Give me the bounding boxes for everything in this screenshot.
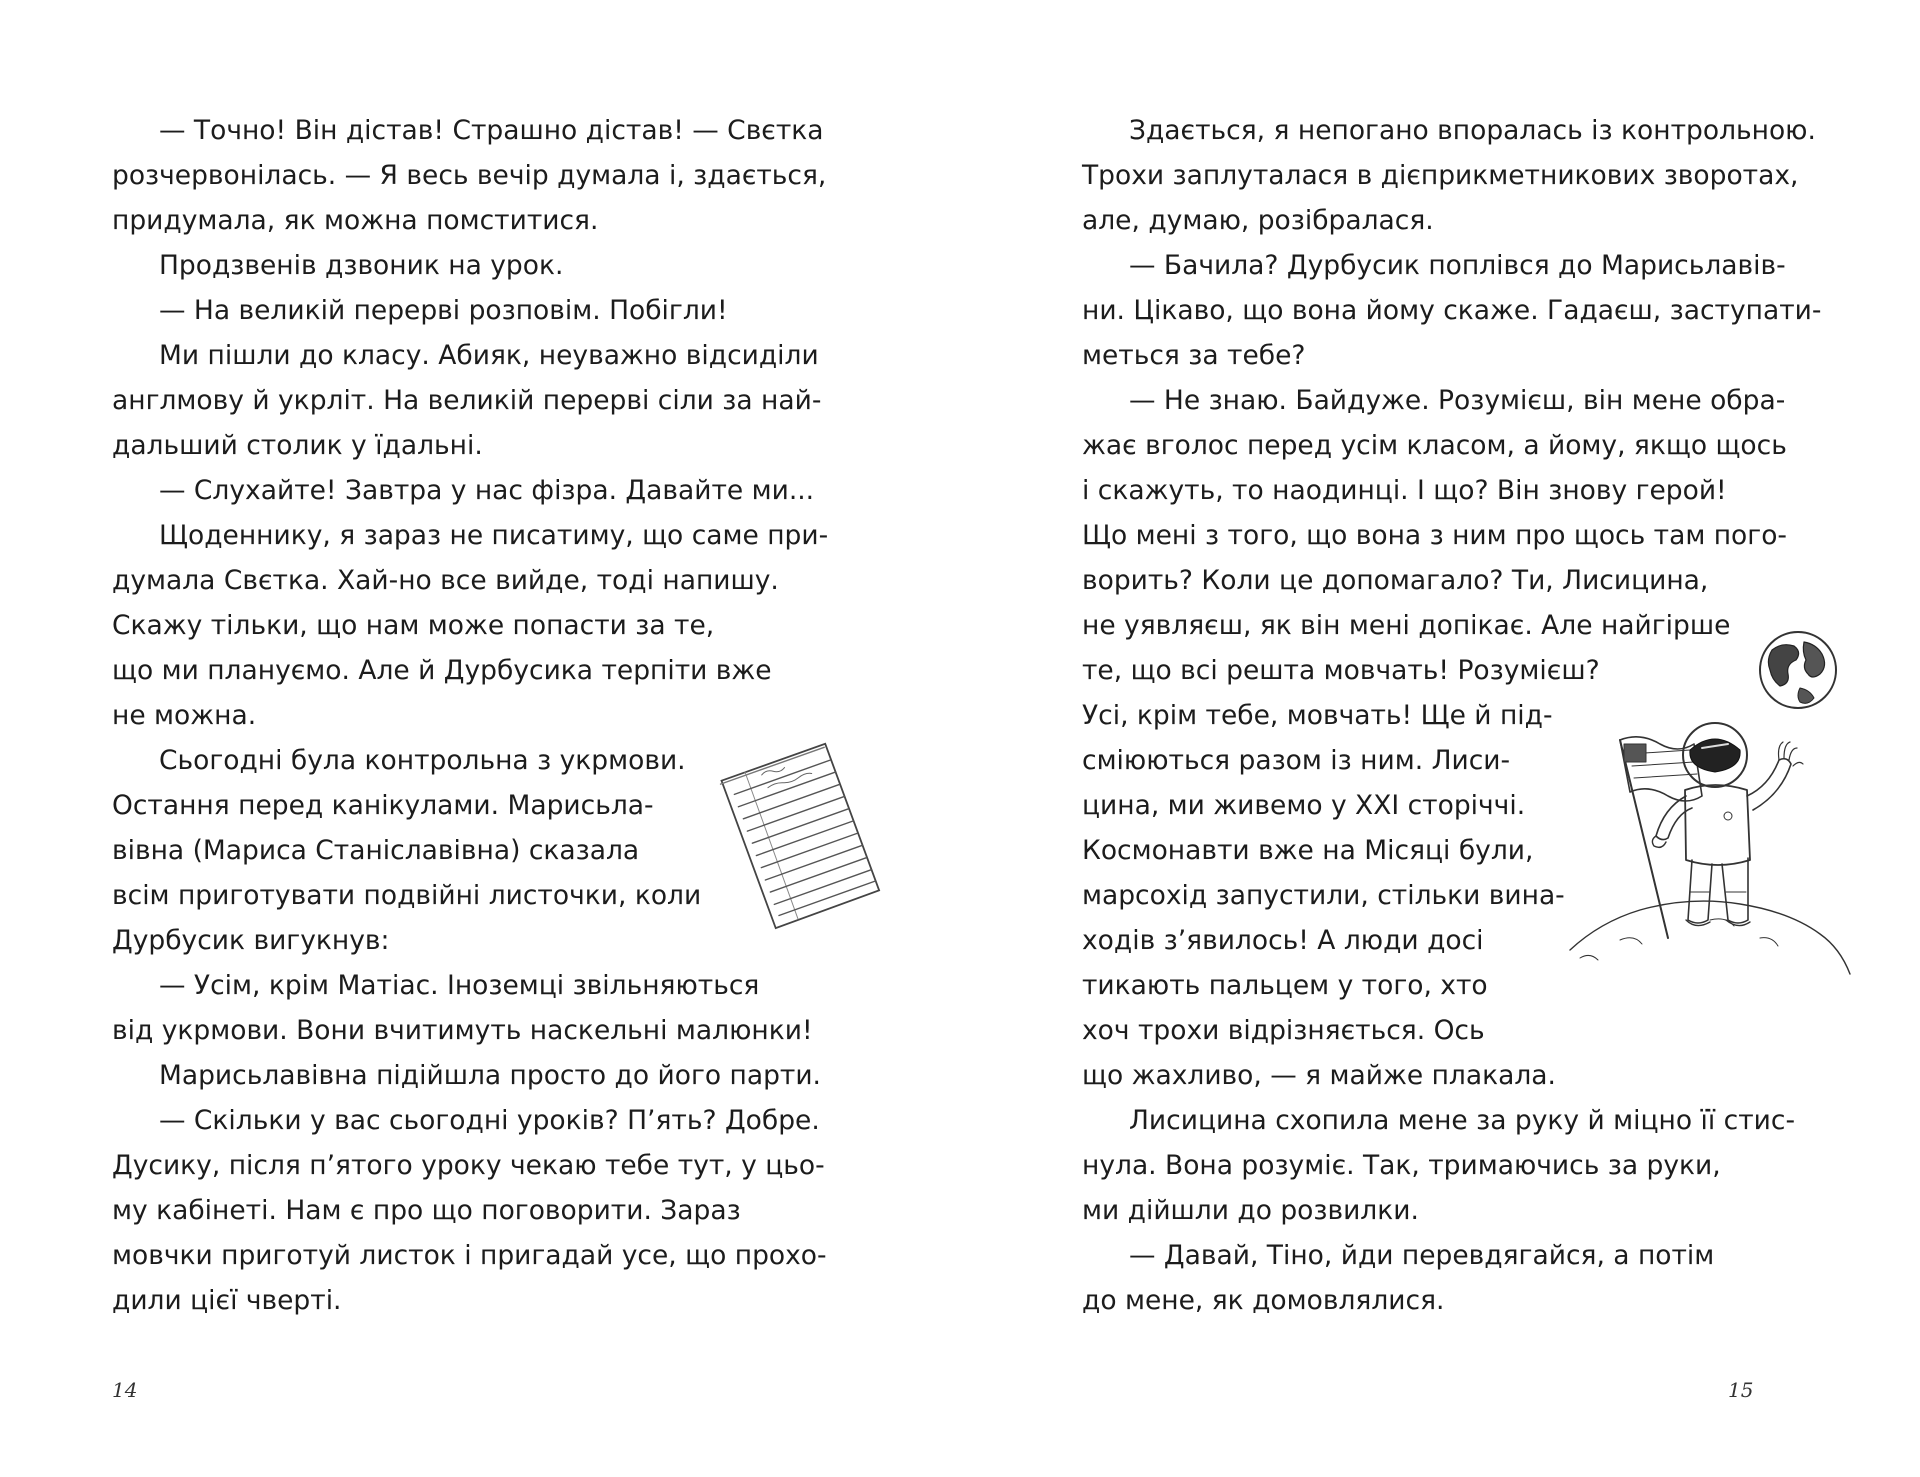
lined-paper-sheet-drawing [712, 735, 882, 935]
text-line: сміюються разом із ним. Лиси- [1082, 745, 1511, 776]
text-line: цина, ми живемо у XXI сторіччі. [1082, 790, 1526, 821]
text-line: мовчки приготуй листок і пригадай усе, що прохо- [112, 1240, 827, 1271]
text-line: — Усім, крім Матіас. Іноземці звільняються [159, 970, 760, 1001]
text-line: нула. Вона розуміє. Так, тримаючись за руки, [1082, 1150, 1721, 1181]
text-line: не можна. [112, 700, 257, 731]
text-line: ходів з’явилось! А люди досі [1082, 925, 1484, 956]
text-line: Остання перед канікулами. Марисьла- [112, 790, 654, 821]
text-line: марсохід запустили, стільки вина- [1082, 880, 1565, 911]
text-line: меться за тебе? [1082, 340, 1306, 371]
text-line: Дусику, після п’ятого уроку чекаю тебе тут, у цьо- [112, 1150, 825, 1181]
text-line: — Слухайте! Завтра у нас фізра. Давайте ми... [159, 475, 815, 506]
text-line: Марисьлавівна підійшла просто до його парти. [159, 1060, 821, 1091]
text-line: англмову й укрліт. На великій перерві сіли за най- [112, 385, 822, 416]
text-line: Космонавти вже на Місяці були, [1082, 835, 1534, 866]
text-line: — Давай, Тіно, йди перевдягайся, а потім [1129, 1240, 1715, 1271]
text-line: що жахливо, — я майже плакала. [1082, 1060, 1556, 1091]
text-line: Ми пішли до класу. Абияк, неуважно відсиділи [159, 340, 819, 371]
text-line: те, що всі решта мовчать! Розумієш? [1082, 655, 1600, 686]
text-line: до мене, як домовлялися. [1082, 1285, 1445, 1316]
text-line: Усі, крім тебе, мовчать! Ще й під- [1082, 700, 1553, 731]
text-line: — Бачила? Дурбусик поплівся до Марисьлавів- [1129, 250, 1786, 281]
text-line: — Скільки у вас сьогодні уроків? П’ять? Добре. [159, 1105, 820, 1136]
earth-icon [1760, 632, 1836, 708]
left-page-text [112, 108, 829, 1323]
text-line: думала Свєтка. Хай-но все вийде, тоді напишу. [112, 565, 779, 596]
text-line: ми дійшли до розвилки. [1082, 1195, 1419, 1226]
astronaut-drawing [1560, 620, 1860, 1000]
text-line: — Не знаю. Байдуже. Розумієш, він мене обра- [1129, 385, 1786, 416]
text-line: Трохи заплуталася в дієприкметникових зворотах, [1082, 160, 1799, 191]
text-line: жає вголос перед усім класом, а йому, якщо щось [1082, 430, 1787, 461]
text-line: хоч трохи відрізняється. Ось [1082, 1015, 1485, 1046]
text-line: розчервонілась. — Я весь вечір думала і, здається, [112, 160, 827, 191]
text-line: всім приготувати подвійні листочки, коли [112, 880, 702, 911]
text-line: вівна (Мариса Станіславівна) сказала [112, 835, 640, 866]
text-line: Щоденнику, я зараз не писатиму, що саме при- [159, 520, 829, 551]
text-line: що ми плануємо. Але й Дурбусика терпіти вже [112, 655, 772, 686]
text-line: від укрмови. Вони вчитимуть наскельні малюнки! [112, 1015, 813, 1046]
text-line: придумала, як можна помститися. [112, 205, 599, 236]
text-line: але, думаю, розібралася. [1082, 205, 1434, 236]
text-line: дальший столик у їдальні. [112, 430, 483, 461]
text-line: не уявляєш, як він мені допікає. Але найгірше [1082, 610, 1731, 641]
text-line: Продзвенів дзвоник на урок. [159, 250, 564, 281]
text-line: — Точно! Він дістав! Страшно дістав! — Свєтка [159, 115, 824, 146]
text-line: му кабінеті. Нам є про що поговорити. Зараз [112, 1195, 741, 1226]
text-line: Дурбусик вигукнув: [112, 925, 390, 956]
text-line: тикають пальцем у того, хто [1082, 970, 1488, 1001]
text-line: — На великій перерві розповім. Побігли! [159, 295, 728, 326]
page-number-right: 15 [1728, 1378, 1754, 1402]
text-line: Скажу тільки, що нам може попасти за те, [112, 610, 715, 641]
text-line: ворить? Коли це допомагало? Ти, Лисицина, [1082, 565, 1709, 596]
text-line: Що мені з того, що вона з ним про щось там пого- [1082, 520, 1787, 551]
text-line: і скажуть, то наодинці. І що? Він знову герой! [1082, 475, 1727, 506]
text-line: ни. Цікаво, що вона йому скаже. Гадаєш, заступати- [1082, 295, 1822, 326]
text-line: Сьогодні була контрольна з укрмови. [159, 745, 686, 776]
text-line: Здається, я непогано впоралась із контрольною. [1129, 115, 1816, 146]
text-line: дили цієї чверті. [112, 1285, 342, 1316]
text-line: Лисицина схопила мене за руку й міцно її стис- [1129, 1105, 1796, 1136]
page-number-left: 14 [112, 1378, 138, 1402]
